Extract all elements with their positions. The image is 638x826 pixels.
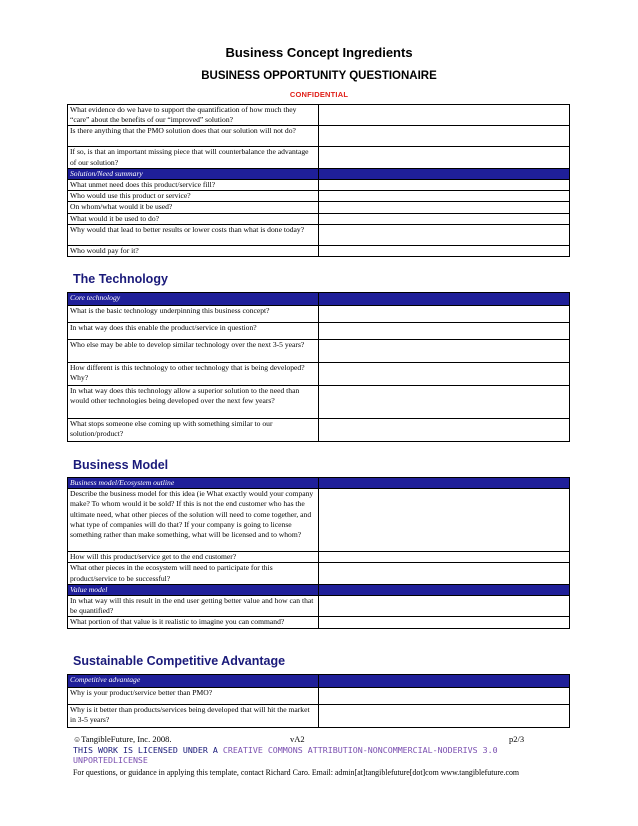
table-row bbox=[68, 105, 570, 126]
answer-cell[interactable] bbox=[319, 323, 570, 340]
table-row bbox=[68, 323, 570, 340]
question-cell: What evidence do we have to support the quantification of how much they “care” about the benefits of our “improved” solution? bbox=[68, 105, 319, 126]
footer-company: TangibleFuture, Inc. 2008. bbox=[81, 734, 172, 744]
license-link[interactable]: CREATIVE COMMONS ATTRIBUTION-NONCOMMERCIAL-NODERIVS 3.0 UNPORTEDLICENSE bbox=[73, 745, 498, 765]
answer-cell[interactable] bbox=[319, 688, 570, 705]
section-heading-technology: The Technology bbox=[73, 272, 168, 286]
question-cell: What would it be used to do? bbox=[68, 213, 319, 224]
answer-cell[interactable] bbox=[319, 126, 570, 147]
subheader-label: Core technology bbox=[68, 293, 319, 306]
question-cell: What other pieces in the ecosystem will need to participate for this product/service to be successful? bbox=[68, 563, 319, 584]
answer-cell[interactable] bbox=[319, 363, 570, 386]
table-row bbox=[68, 224, 570, 245]
question-cell: Who would use this product or service? bbox=[68, 191, 319, 202]
answer-cell[interactable] bbox=[319, 180, 570, 191]
answer-cell[interactable] bbox=[319, 489, 570, 552]
table-subheader-row bbox=[68, 168, 570, 179]
answer-cell[interactable] bbox=[319, 705, 570, 728]
table-row bbox=[68, 147, 570, 168]
question-cell: In what way will this result in the end user getting better value and how can that be quantified? bbox=[68, 596, 319, 617]
footer-version: vA2 bbox=[290, 734, 305, 744]
footer-page: p2/3 bbox=[509, 734, 525, 744]
smiley-icon: ☺ bbox=[73, 735, 82, 744]
footer-line bbox=[73, 734, 573, 744]
answer-cell[interactable] bbox=[319, 563, 570, 584]
answer-cell[interactable] bbox=[319, 147, 570, 168]
business-model-table bbox=[67, 477, 570, 629]
subheader-fill bbox=[319, 168, 570, 179]
answer-cell[interactable] bbox=[319, 191, 570, 202]
question-cell: Who else may be able to develop similar technology over the next 3-5 years? bbox=[68, 340, 319, 363]
answer-cell[interactable] bbox=[319, 596, 570, 617]
answer-cell[interactable] bbox=[319, 306, 570, 323]
question-cell: If so, is that an important missing piece that will counterbalance the advantage of our solution? bbox=[68, 147, 319, 168]
license-notice bbox=[73, 745, 573, 765]
subheader-label: Business model/Ecosystem outline bbox=[68, 478, 319, 489]
answer-cell[interactable] bbox=[319, 105, 570, 126]
contact-line: For questions, or guidance in applying this template, contact Richard Caro. Email: admin[at]tangiblefuture[dot]com www.tangiblefuture.com bbox=[73, 768, 520, 777]
subheader-label: Competitive advantage bbox=[68, 675, 319, 688]
question-cell: How different is this technology to other technology that is being developed? Why? bbox=[68, 363, 319, 386]
table-row bbox=[68, 245, 570, 256]
answer-cell[interactable] bbox=[319, 224, 570, 245]
opportunity-table bbox=[67, 104, 570, 257]
question-cell: What unmet need does this product/service fill? bbox=[68, 180, 319, 191]
subheader-fill bbox=[319, 675, 570, 688]
table-row bbox=[68, 180, 570, 191]
answer-cell[interactable] bbox=[319, 202, 570, 213]
answer-cell[interactable] bbox=[319, 245, 570, 256]
technology-table bbox=[67, 292, 570, 442]
answer-cell[interactable] bbox=[319, 213, 570, 224]
advantage-table bbox=[67, 674, 570, 728]
question-cell: Why is it better than products/services being developed that will hit the market in 3-5 years? bbox=[68, 705, 319, 728]
table-row bbox=[68, 213, 570, 224]
table-row bbox=[68, 489, 570, 552]
subheader-label: Value model bbox=[68, 584, 319, 595]
question-cell: On whom/what would it be used? bbox=[68, 202, 319, 213]
subheader-label: Solution/Need summary bbox=[68, 168, 319, 179]
table-row bbox=[68, 596, 570, 617]
table-row bbox=[68, 419, 570, 442]
question-cell: Why would that lead to better results or lower costs than what is done today? bbox=[68, 224, 319, 245]
table-row bbox=[68, 563, 570, 584]
answer-cell[interactable] bbox=[319, 419, 570, 442]
question-cell: How will this product/service get to the end customer? bbox=[68, 552, 319, 563]
table-row bbox=[68, 617, 570, 628]
license-prefix: THIS WORK IS LICENSED UNDER A bbox=[73, 745, 223, 755]
answer-cell[interactable] bbox=[319, 386, 570, 419]
table-row bbox=[68, 306, 570, 323]
document-subtitle: BUSINESS OPPORTUNITY QUESTIONAIRE bbox=[201, 70, 437, 82]
subheader-fill bbox=[319, 478, 570, 489]
table-subheader-row bbox=[68, 584, 570, 595]
table-row bbox=[68, 191, 570, 202]
question-cell: Is there anything that the PMO solution does that our solution will not do? bbox=[68, 126, 319, 147]
question-cell: What portion of that value is it realistic to imagine you can command? bbox=[68, 617, 319, 628]
table-row bbox=[68, 688, 570, 705]
document-title: Business Concept Ingredients bbox=[225, 45, 413, 60]
section-heading-business-model: Business Model bbox=[73, 458, 169, 472]
table-subheader-row bbox=[68, 293, 570, 306]
subheader-fill bbox=[319, 293, 570, 306]
table-subheader-row bbox=[68, 478, 570, 489]
section-heading-advantage: Sustainable Competitive Advantage bbox=[73, 654, 286, 668]
subheader-fill bbox=[319, 584, 570, 595]
question-cell: Why is your product/service better than PMO? bbox=[68, 688, 319, 705]
table-row bbox=[68, 386, 570, 419]
question-cell: What is the basic technology underpinning this business concept? bbox=[68, 306, 319, 323]
table-row bbox=[68, 340, 570, 363]
table-subheader-row bbox=[68, 675, 570, 688]
question-cell: What stops someone else coming up with something similar to our solution/product? bbox=[68, 419, 319, 442]
question-cell: Describe the business model for this idea (ie What exactly would your company make? To whom would it be sold? If this is not the end customer who has the ultimate need, what other pieces of the solution will need to come together, and what type of companies will do that? If your company is going to license something rather than make something, what will be licensed and to whom? bbox=[68, 489, 319, 552]
table-row bbox=[68, 552, 570, 563]
answer-cell[interactable] bbox=[319, 340, 570, 363]
question-cell: Who would pay for it? bbox=[68, 245, 319, 256]
table-row bbox=[68, 202, 570, 213]
question-cell: In what way does this enable the product/service in question? bbox=[68, 323, 319, 340]
table-row bbox=[68, 363, 570, 386]
answer-cell[interactable] bbox=[319, 552, 570, 563]
confidential-label: CONFIDENTIAL bbox=[289, 90, 349, 99]
table-row bbox=[68, 705, 570, 728]
table-row bbox=[68, 126, 570, 147]
question-cell: In what way does this technology allow a superior solution to the need than would other technologies being developed over the next few years? bbox=[68, 386, 319, 419]
answer-cell[interactable] bbox=[319, 617, 570, 628]
